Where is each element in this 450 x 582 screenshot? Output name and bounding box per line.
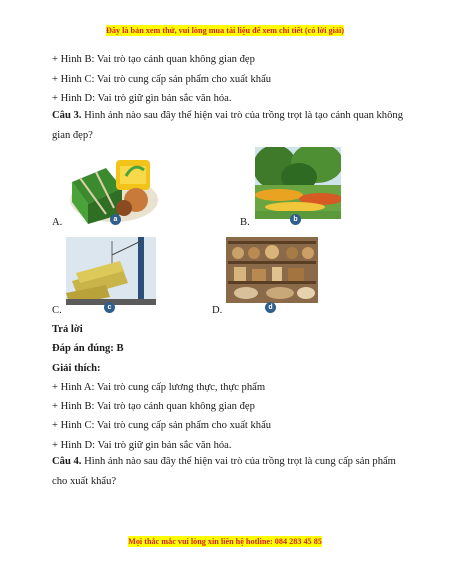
option-c-label: C. bbox=[52, 305, 62, 316]
question-3-label: Câu 3. bbox=[52, 110, 82, 121]
explain-line-a: + Hình A: Vai trò cung cấp lương thực, thực phẩm bbox=[52, 382, 266, 393]
badge-b: b bbox=[290, 214, 301, 225]
correct-answer: Đáp án đúng: B bbox=[52, 343, 124, 354]
option-b-label: B. bbox=[240, 217, 250, 228]
intro-line-c: + Hình C: Vai trò cung cấp sản phẩm cho xuất khẩu bbox=[52, 74, 272, 85]
badge-c: c bbox=[104, 302, 115, 313]
hotline-footer: Mọi thắc mắc vui lòng xin liên hệ hotline: 084 283 45 85 bbox=[128, 537, 322, 546]
explain-line-c: + Hình C: Vai trò cung cấp sản phẩm cho xuất khẩu bbox=[52, 420, 272, 431]
question-4-label: Câu 4. bbox=[52, 456, 82, 467]
explain-line-d: + Hình D: Vai trò giữ gìn bản sắc văn hóa. bbox=[52, 440, 232, 451]
park-landscape-illustration bbox=[255, 147, 341, 219]
badge-d: d bbox=[265, 302, 276, 313]
craft-shop-illustration bbox=[226, 237, 318, 303]
explain-line-b: + Hình B: Vai trò tạo cảnh quan không gian đẹp bbox=[52, 401, 255, 412]
image-b-park bbox=[255, 147, 341, 219]
explain-heading: Giải thích: bbox=[52, 363, 101, 374]
question-3 bbox=[52, 106, 404, 146]
option-d-label: D. bbox=[212, 305, 223, 316]
rice-export-illustration bbox=[66, 237, 156, 305]
image-c-export bbox=[66, 237, 156, 305]
question-4-text: Hình ảnh nào sau đây thể hiện vai trò của trồng trọt là cung cấp sản phẩm cho xuất khẩu? bbox=[52, 456, 396, 487]
preview-notice: Đây là bản xem thử, vui lòng mua tài liệu để xem chi tiết (có lời giải) bbox=[105, 26, 344, 35]
question-3-text: Hình ảnh nào sau đây thể hiện vai trò của trồng trọt là tạo cảnh quan không gian đẹp? bbox=[52, 110, 403, 141]
intro-line-d: + Hình D: Vai trò giữ gìn bản sắc văn hóa. bbox=[52, 93, 232, 104]
question-4 bbox=[52, 452, 404, 492]
image-d-crafts bbox=[226, 237, 318, 303]
intro-line-b: + Hình B: Vai trò tạo cảnh quan không gian đẹp bbox=[52, 54, 255, 65]
badge-a: a bbox=[110, 214, 121, 225]
option-a-label: A. bbox=[52, 217, 63, 228]
answer-heading: Trả lời bbox=[52, 324, 83, 335]
